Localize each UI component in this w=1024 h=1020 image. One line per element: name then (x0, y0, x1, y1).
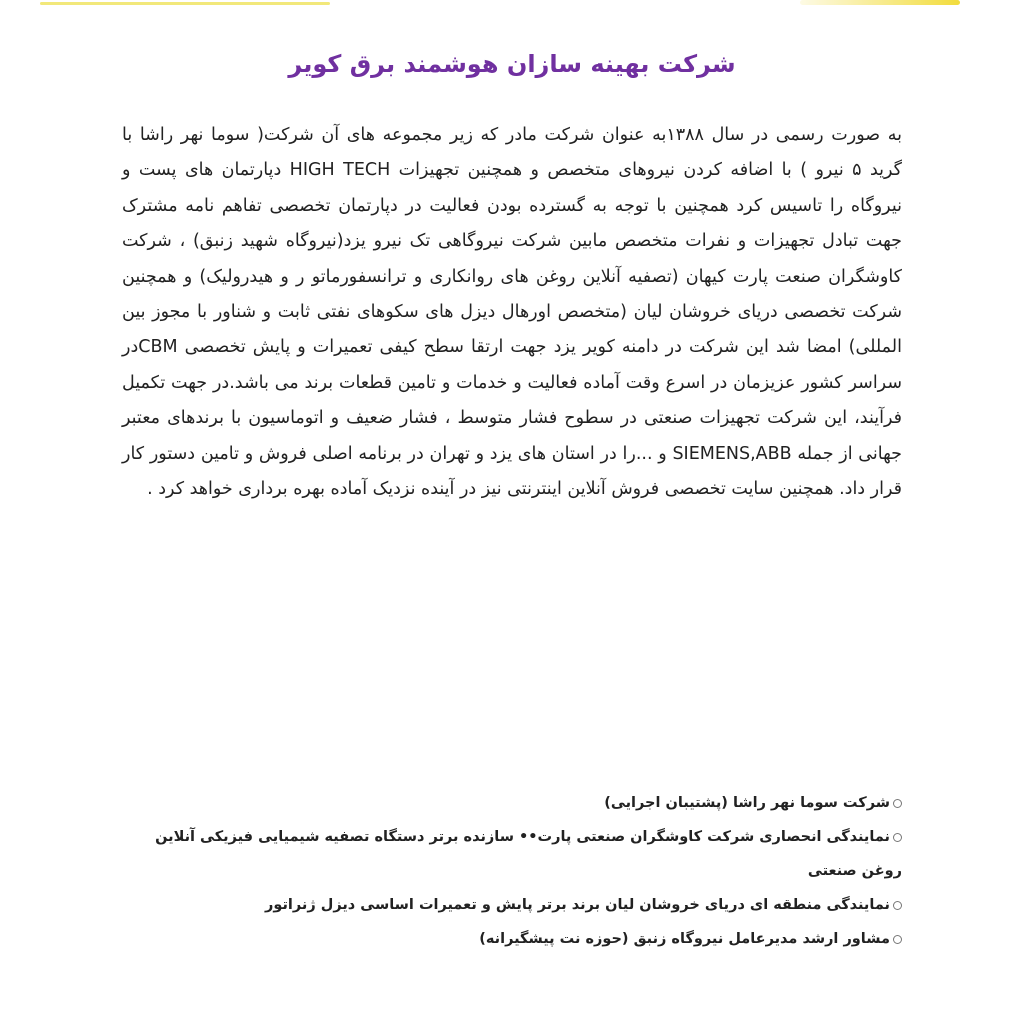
top-decorative-rule-right (800, 0, 960, 5)
credit-text: شرکت سوما نهر راشا (پشتیبان اجرایی) (604, 795, 890, 811)
credit-text: مشاور ارشد مدیرعامل نیروگاه زنبق (حوزه نت پیشگیرانه) (479, 931, 890, 947)
credit-text: نمایندگی انحصاری شرکت کاوشگران صنعتی پارت•• سازنده برتر دستگاه تصفیه شیمیایی فیزیکی آنلاین روغن صنعتی (155, 829, 902, 879)
bullet-icon (893, 901, 902, 910)
company-description: به صورت رسمی در سال ۱۳۸۸به عنوان شرکت مادر که زیر مجموعه های آن شرکت( سوما نهر راشا با گرید ۵ نیرو ) با اضافه کردن نیروهای متخصص و همچنین تجهیزات HIGH TECH دپارتمان های پست و نیروگاه را تاسیس کرد همچنین با توجه به گسترده بودن فعالیت در دپارتمان تخصصی تفاهم نامه مشترک جهت تبادل تجهیزات و نفرات متخصص مابین شرکت نیروگاهی تک نیرو یزد(نیروگاه شهید زنبق) ، شرکت کاوشگران صنعت پارت کیهان (تصفیه آنلاین روغن های روانکاری و ترانسفورماتو ر و هیدرولیک) و همچنین شرکت تخصصی دریای خروشان لیان (متخصص اورهال دیزل های سکوهای نفتی ثابت و شناور با مجوز بین المللی) امضا شد این شرکت در دامنه کویر یزد جهت ارتقا سطح کیفی تعمیرات و پایش تخصصی CBMدر سراسر کشور عزیزمان در اسرع وقت آماده فعالیت و خدمات و تامین قطعات برند می باشد.در جهت تکمیل فرآیند، این شرکت تجهیزات صنعتی در سطوح فشار متوسط ، فشار ضعیف و اتوماسیون با برندهای معتبر جهانی از جمله SIEMENS,ABB و ...را در استان های یزد و تهران در برنامه اصلی فروش و تامین دستور کار قرار داد. همچنین سایت تخصصی فروش آنلاین اینترنتی نیز در آینده نزدیک آماده بهره برداری خواهد کرد . (122, 125, 903, 500)
bullet-icon (893, 833, 902, 842)
credit-item (122, 786, 902, 820)
top-decorative-rule-left (40, 2, 330, 5)
credit-text: نمایندگی منطقه ای دریای خروشان لیان برند برتر پایش و تعمیرات اساسی دیزل ژنراتور (265, 897, 890, 913)
credit-item (122, 922, 902, 956)
bullet-icon (893, 935, 902, 944)
document-title: شرکت بهینه سازان هوشمند برق کویر (288, 50, 736, 79)
credit-item (122, 888, 902, 922)
bullet-icon (893, 799, 902, 808)
credit-item (122, 820, 902, 888)
credits-list (122, 786, 902, 956)
